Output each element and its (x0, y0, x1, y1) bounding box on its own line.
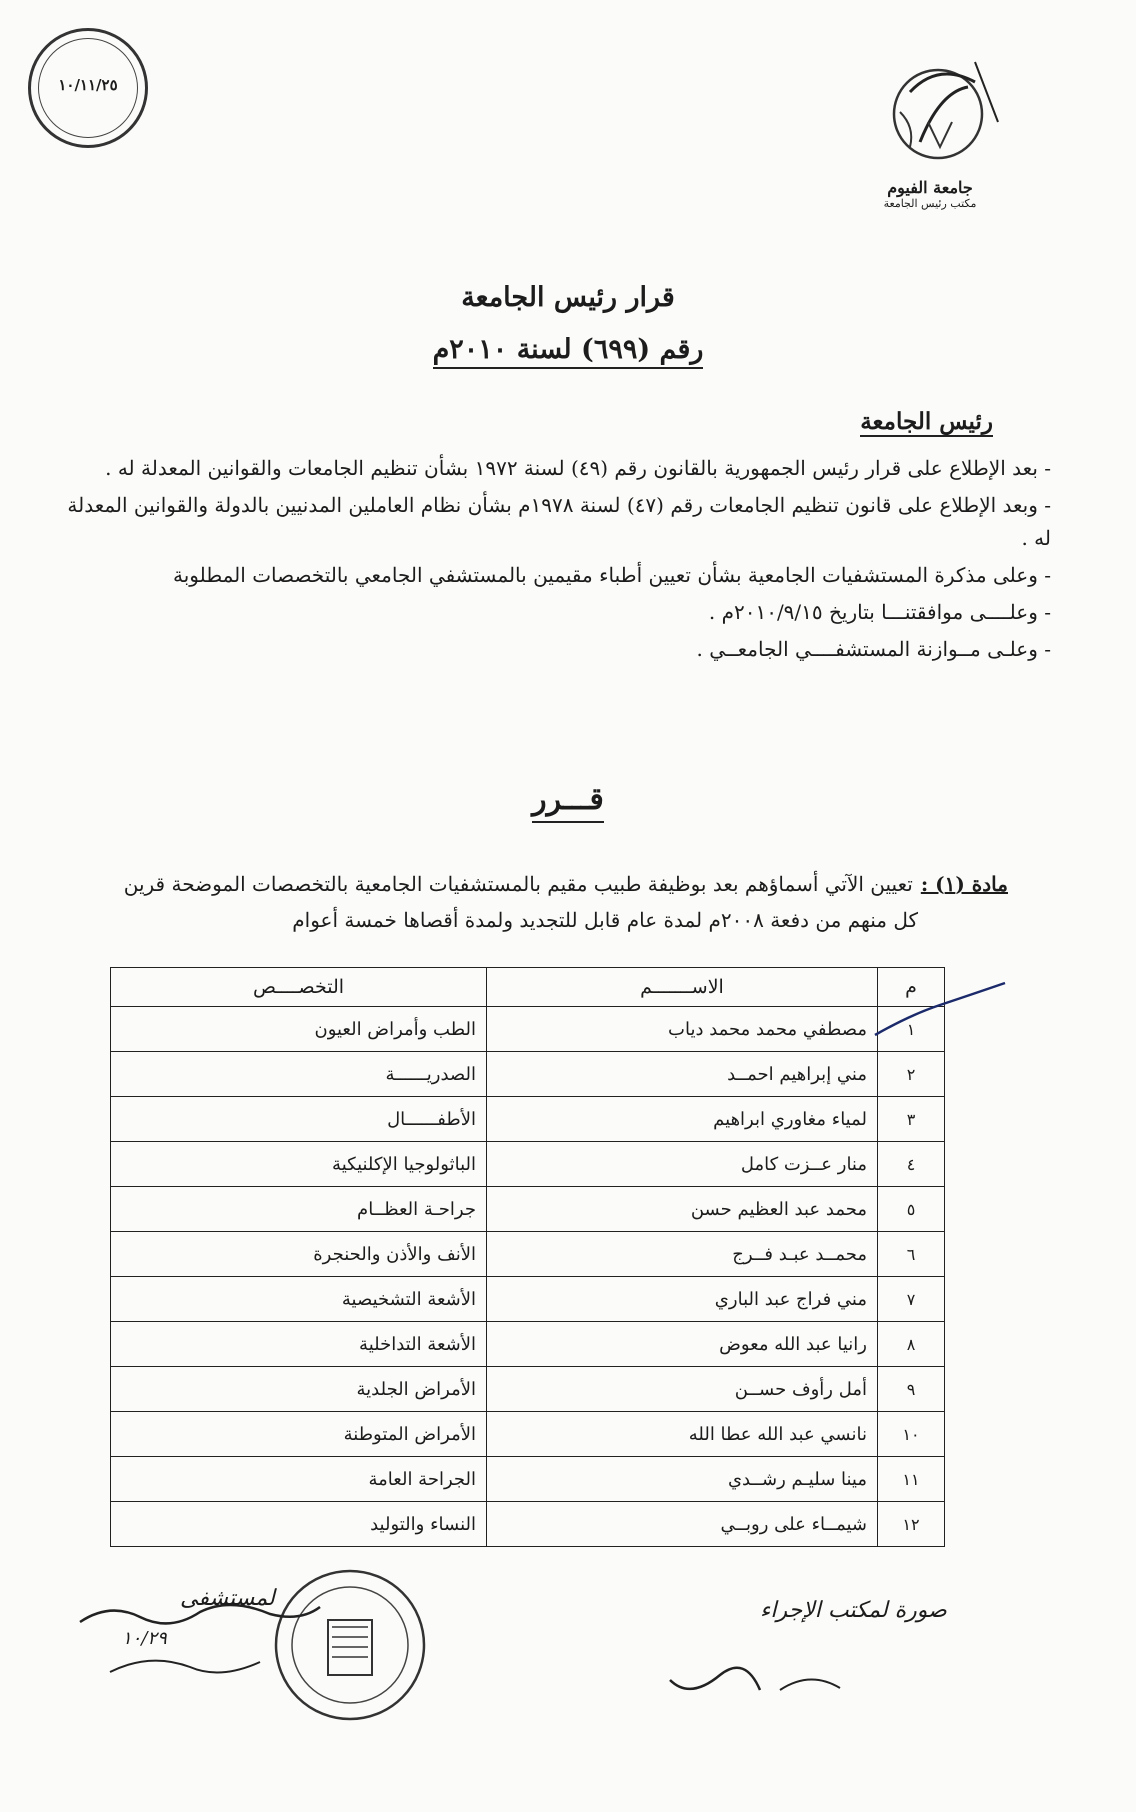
decree-number (0, 334, 1136, 365)
row-num: ٨ (878, 1322, 945, 1367)
row-name: محمد عبد العظيم حسن (487, 1187, 878, 1232)
table-header-row (111, 968, 945, 1007)
table-row (111, 1502, 945, 1547)
header-specialty: التخصــــص (111, 968, 487, 1007)
article-1 (48, 866, 1008, 938)
article-text-1: تعيين الآتي أسماؤهم بعد بوظيفة طبيب مقيم بالمستشفيات الجامعية بالتخصصات الموضحة قرين (123, 872, 913, 896)
decision-word: قـــرر (532, 782, 604, 823)
row-num: ٧ (878, 1277, 945, 1322)
row-specialty: الجراحة العامة (111, 1457, 487, 1502)
row-specialty: الأشعة التشخيصية (111, 1277, 487, 1322)
row-name: لمياء مغاوري ابراهيم (487, 1097, 878, 1142)
university-name: جامعة الفيوم (887, 178, 973, 197)
table-row (111, 1052, 945, 1097)
residents-table (110, 967, 945, 1547)
article-head: مادة (١) : (920, 872, 1008, 896)
check-mark-icon (870, 975, 1010, 1045)
row-num: ١٢ (878, 1502, 945, 1547)
header-name: الاســـــــم (487, 968, 878, 1007)
row-specialty: الباثولوجيا الإكلنيكية (111, 1142, 487, 1187)
row-specialty: جراحـة العظــام (111, 1187, 487, 1232)
row-specialty: النساء والتوليد (111, 1502, 487, 1547)
row-num: ١ (878, 1007, 945, 1052)
row-specialty: الطب وأمراض العيون (111, 1007, 487, 1052)
row-name: منار عــزت كامل (487, 1142, 878, 1187)
row-name: مني إبراهيم احمــد (487, 1052, 878, 1097)
left-signature-date: ١٠/٢٩ (122, 1628, 167, 1649)
table-row (111, 1007, 945, 1052)
preamble-item: - وعلـى مــوازنة المستشفــــي الجامعــي . (696, 637, 1051, 661)
row-name: محمــد عبـد فــرج (487, 1232, 878, 1277)
table-row (111, 1367, 945, 1412)
header-num: م (878, 968, 945, 1007)
row-num: ٩ (878, 1367, 945, 1412)
row-num: ١٠ (878, 1412, 945, 1457)
preamble-item: - وعلى مذكرة المستشفيات الجامعية بشأن تعيين أطباء مقيمين بالمستشفي الجامعي بالتخصصات المطلوبة (172, 563, 1051, 587)
row-num: ١١ (878, 1457, 945, 1502)
table-row (111, 1142, 945, 1187)
row-num: ٣ (878, 1097, 945, 1142)
stamp-date: ١٠/١١/٢٥ (58, 76, 118, 94)
table-row (111, 1232, 945, 1277)
row-num: ٦ (878, 1232, 945, 1277)
letterhead (855, 178, 1005, 210)
university-logo-icon (880, 52, 1000, 172)
article-line-1 (48, 866, 1008, 902)
row-name: مني فراج عبد الباري (487, 1277, 878, 1322)
preamble-item: - وبعد الإطلاع على قانون تنظيم الجامعات رقم (٤٧) لسنة ١٩٧٨م بشأن نظام العاملين المدنيين بالدولة والقوانين المعدلة له . (67, 493, 1051, 550)
table-row (111, 1277, 945, 1322)
preamble-item: - وعلــــى موافقتنـــا بتاريخ ٢٠١٠/٩/١٥م . (708, 600, 1051, 624)
table-row (111, 1412, 945, 1457)
row-name: شيمــاء على روبــي (487, 1502, 878, 1547)
row-name: نانسي عبد الله عطا الله (487, 1412, 878, 1457)
row-name: رانيا عبد الله معوض (487, 1322, 878, 1367)
row-specialty: الأمراض الجلدية (111, 1367, 487, 1412)
decree-number-text: رقم (٦٩٩) لسنة ٢٠١٠م (433, 334, 704, 369)
row-name: أمل رأوف حســن (487, 1367, 878, 1412)
office-name: مكتب رئيس الجامعة (883, 197, 977, 210)
addressee-text: رئيس الجامعة (860, 408, 993, 435)
date-stamp (28, 28, 148, 148)
right-signature-note: صورة لمكتب الإجراء (760, 1598, 947, 1623)
row-num: ٥ (878, 1187, 945, 1232)
row-specialty: الصدريــــــة (111, 1052, 487, 1097)
table-row (111, 1322, 945, 1367)
decree-title: قرار رئيس الجامعة (461, 282, 675, 313)
row-name: مصطفي محمد محمد دياب (487, 1007, 878, 1052)
row-specialty: الأشعة التداخلية (111, 1322, 487, 1367)
row-num: ٢ (878, 1052, 945, 1097)
table-row (111, 1457, 945, 1502)
article-line-2: كل منهم من دفعة ٢٠٠٨م لمدة عام قابل للتجديد ولمدة أقصاها خمسة أعوام (292, 908, 918, 932)
row-specialty: الأطفــــــال (111, 1097, 487, 1142)
table-row (111, 1097, 945, 1142)
row-specialty: الأمراض المتوطنة (111, 1412, 487, 1457)
row-num: ٤ (878, 1142, 945, 1187)
row-specialty: الأنف والأذن والحنجرة (111, 1232, 487, 1277)
table-row (111, 1187, 945, 1232)
preamble-item: - بعد الإطلاع على قرار رئيس الجمهورية بالقانون رقم (٤٩) لسنة ١٩٧٢ بشأن تنظيم الجامعات والقوانين المعدلة له . (105, 456, 1051, 480)
decision-heading (0, 782, 1136, 817)
preamble (51, 452, 1051, 670)
left-signature-note: لمستشفى (180, 1586, 275, 1611)
row-name: مينا سليـم رشــدي (487, 1457, 878, 1502)
addressee (860, 408, 993, 435)
